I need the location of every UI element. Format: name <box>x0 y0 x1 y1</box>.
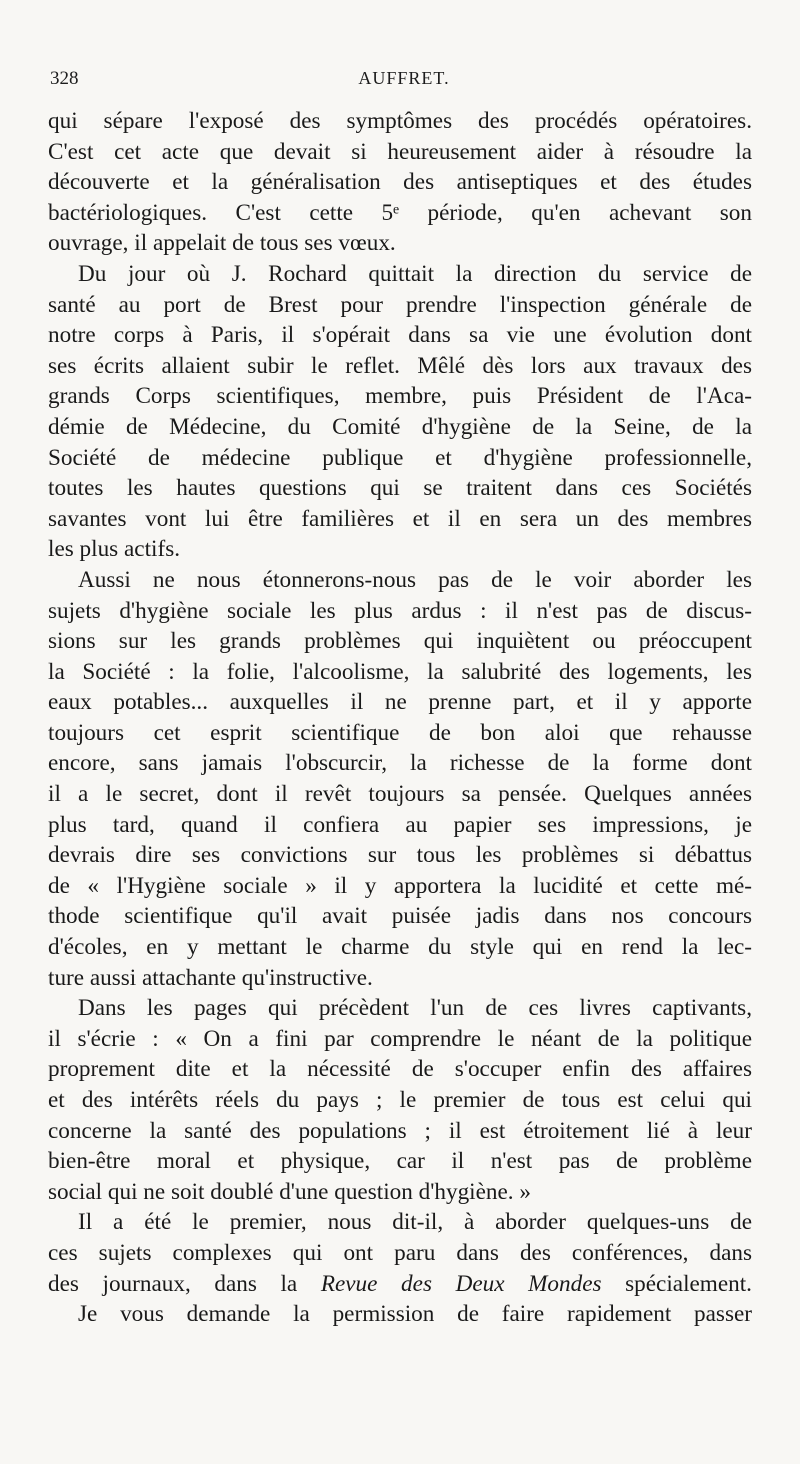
text-line: savantes vont lui être familières et il en sera un des membres <box>48 505 752 532</box>
text-line: ces sujets complexes qui ont paru dans des conférences, dans <box>48 1239 752 1266</box>
text-line: il s'écrie : « On a fini par comprendre le néant de la politique <box>48 1025 752 1052</box>
text-line: les plus actifs. <box>48 536 181 563</box>
text-line: santé au port de Brest pour prendre l'inspection générale de <box>48 291 752 318</box>
text-line: démie de Médecine, du Comité d'hygiène de la Seine, de la <box>48 413 752 440</box>
text-line: Il a été le premier, nous dit-il, à aborder quelques-uns de <box>78 1209 752 1236</box>
text-line: plus tard, quand il confiera au papier ses impressions, je <box>48 811 752 838</box>
text-line: thode scientifique qu'il avait puisée jadis dans nos concours <box>48 903 752 930</box>
text-line: Aussi ne nous étonnerons-nous pas de le voir aborder les <box>78 566 752 593</box>
text-line: la Société : la folie, l'alcoolisme, la salubrité des logements, les <box>48 658 752 685</box>
text-line: toutes les hautes questions qui se traitent dans ces Sociétés <box>48 475 752 502</box>
text-line: Du jour où J. Rochard quittait la direction du service de <box>78 260 752 287</box>
text-line: sujets d'hygiène sociale les plus ardus : il n'est pas de discus- <box>48 597 752 624</box>
text-line: bien-être moral et physique, car il n'est pas de problème <box>48 1148 752 1175</box>
text-segment: spécialement. <box>601 1270 752 1297</box>
text-line: ses écrits allaient subir le reflet. Mêlé dès lors aux travaux des <box>48 352 752 379</box>
text-line: découverte et la généralisation des antiseptiques et des études <box>48 169 752 196</box>
running-title: AUFFRET. <box>358 68 450 88</box>
text-line: ouvrage, il appelait de tous ses vœux. <box>48 230 396 257</box>
text-line <box>48 1269 752 1300</box>
text-line: notre corps à Paris, il s'opérait dans sa vie une évolution dont <box>48 322 752 349</box>
text-line: encore, sans jamais l'obscurcir, la richesse de la forme dont <box>48 750 752 777</box>
body-text <box>48 106 752 1330</box>
text-line: grands Corps scientifiques, membre, puis Président de l'Aca- <box>48 383 752 410</box>
text-line: qui sépare l'exposé des symptômes des procédés opératoires. <box>48 108 752 134</box>
text-line: Société de médecine publique et d'hygiène professionnelle, <box>48 444 752 471</box>
page-header <box>50 68 750 98</box>
text-line: concerne la santé des populations ; il est étroitement lié à leur <box>48 1117 752 1144</box>
journal-title: Revue des Deux Mondes <box>320 1270 602 1297</box>
text-line: devrais dire ses convictions sur tous les problèmes si débattus <box>48 842 752 869</box>
text-line: eaux potables... auxquelles il ne prenne part, et il y apporte <box>48 689 752 716</box>
text-line: Dans les pages qui précèdent l'un de ces livres captivants, <box>78 995 752 1022</box>
text-line: C'est cet acte que devait si heureusement aider à résoudre la <box>48 138 752 165</box>
text-line: sions sur les grands problèmes qui inquiètent ou préoccupent <box>48 628 752 655</box>
text-line: de « l'Hygiène sociale » il y apportera la lucidité et cette mé- <box>48 872 752 899</box>
text-line: toujours cet esprit scientifique de bon aloi que rehausse <box>48 719 752 746</box>
text-line: Je vous demande la permission de faire rapidement passer <box>78 1301 752 1328</box>
text-line: d'écoles, en y mettant le charme du style qui en rend la lec- <box>48 934 752 961</box>
text-line: proprement dite et la nécessité de s'occuper enfin des affaires <box>48 1056 752 1083</box>
text-line: ture aussi attachante qu'instructive. <box>48 964 373 991</box>
text-line: bactériologiques. C'est cette 5ᵉ période, qu'en achevant son <box>48 199 752 226</box>
text-line: social qui ne soit doublé d'une question d'hygiène. » <box>48 1178 531 1205</box>
page-number: 328 <box>50 68 79 89</box>
text-segment: des journaux, dans la <box>48 1270 321 1297</box>
text-line: il a le secret, dont il revêt toujours sa pensée. Quelques années <box>48 781 752 808</box>
text-line: et des intérêts réels du pays ; le premier de tous est celui qui <box>48 1087 752 1113</box>
